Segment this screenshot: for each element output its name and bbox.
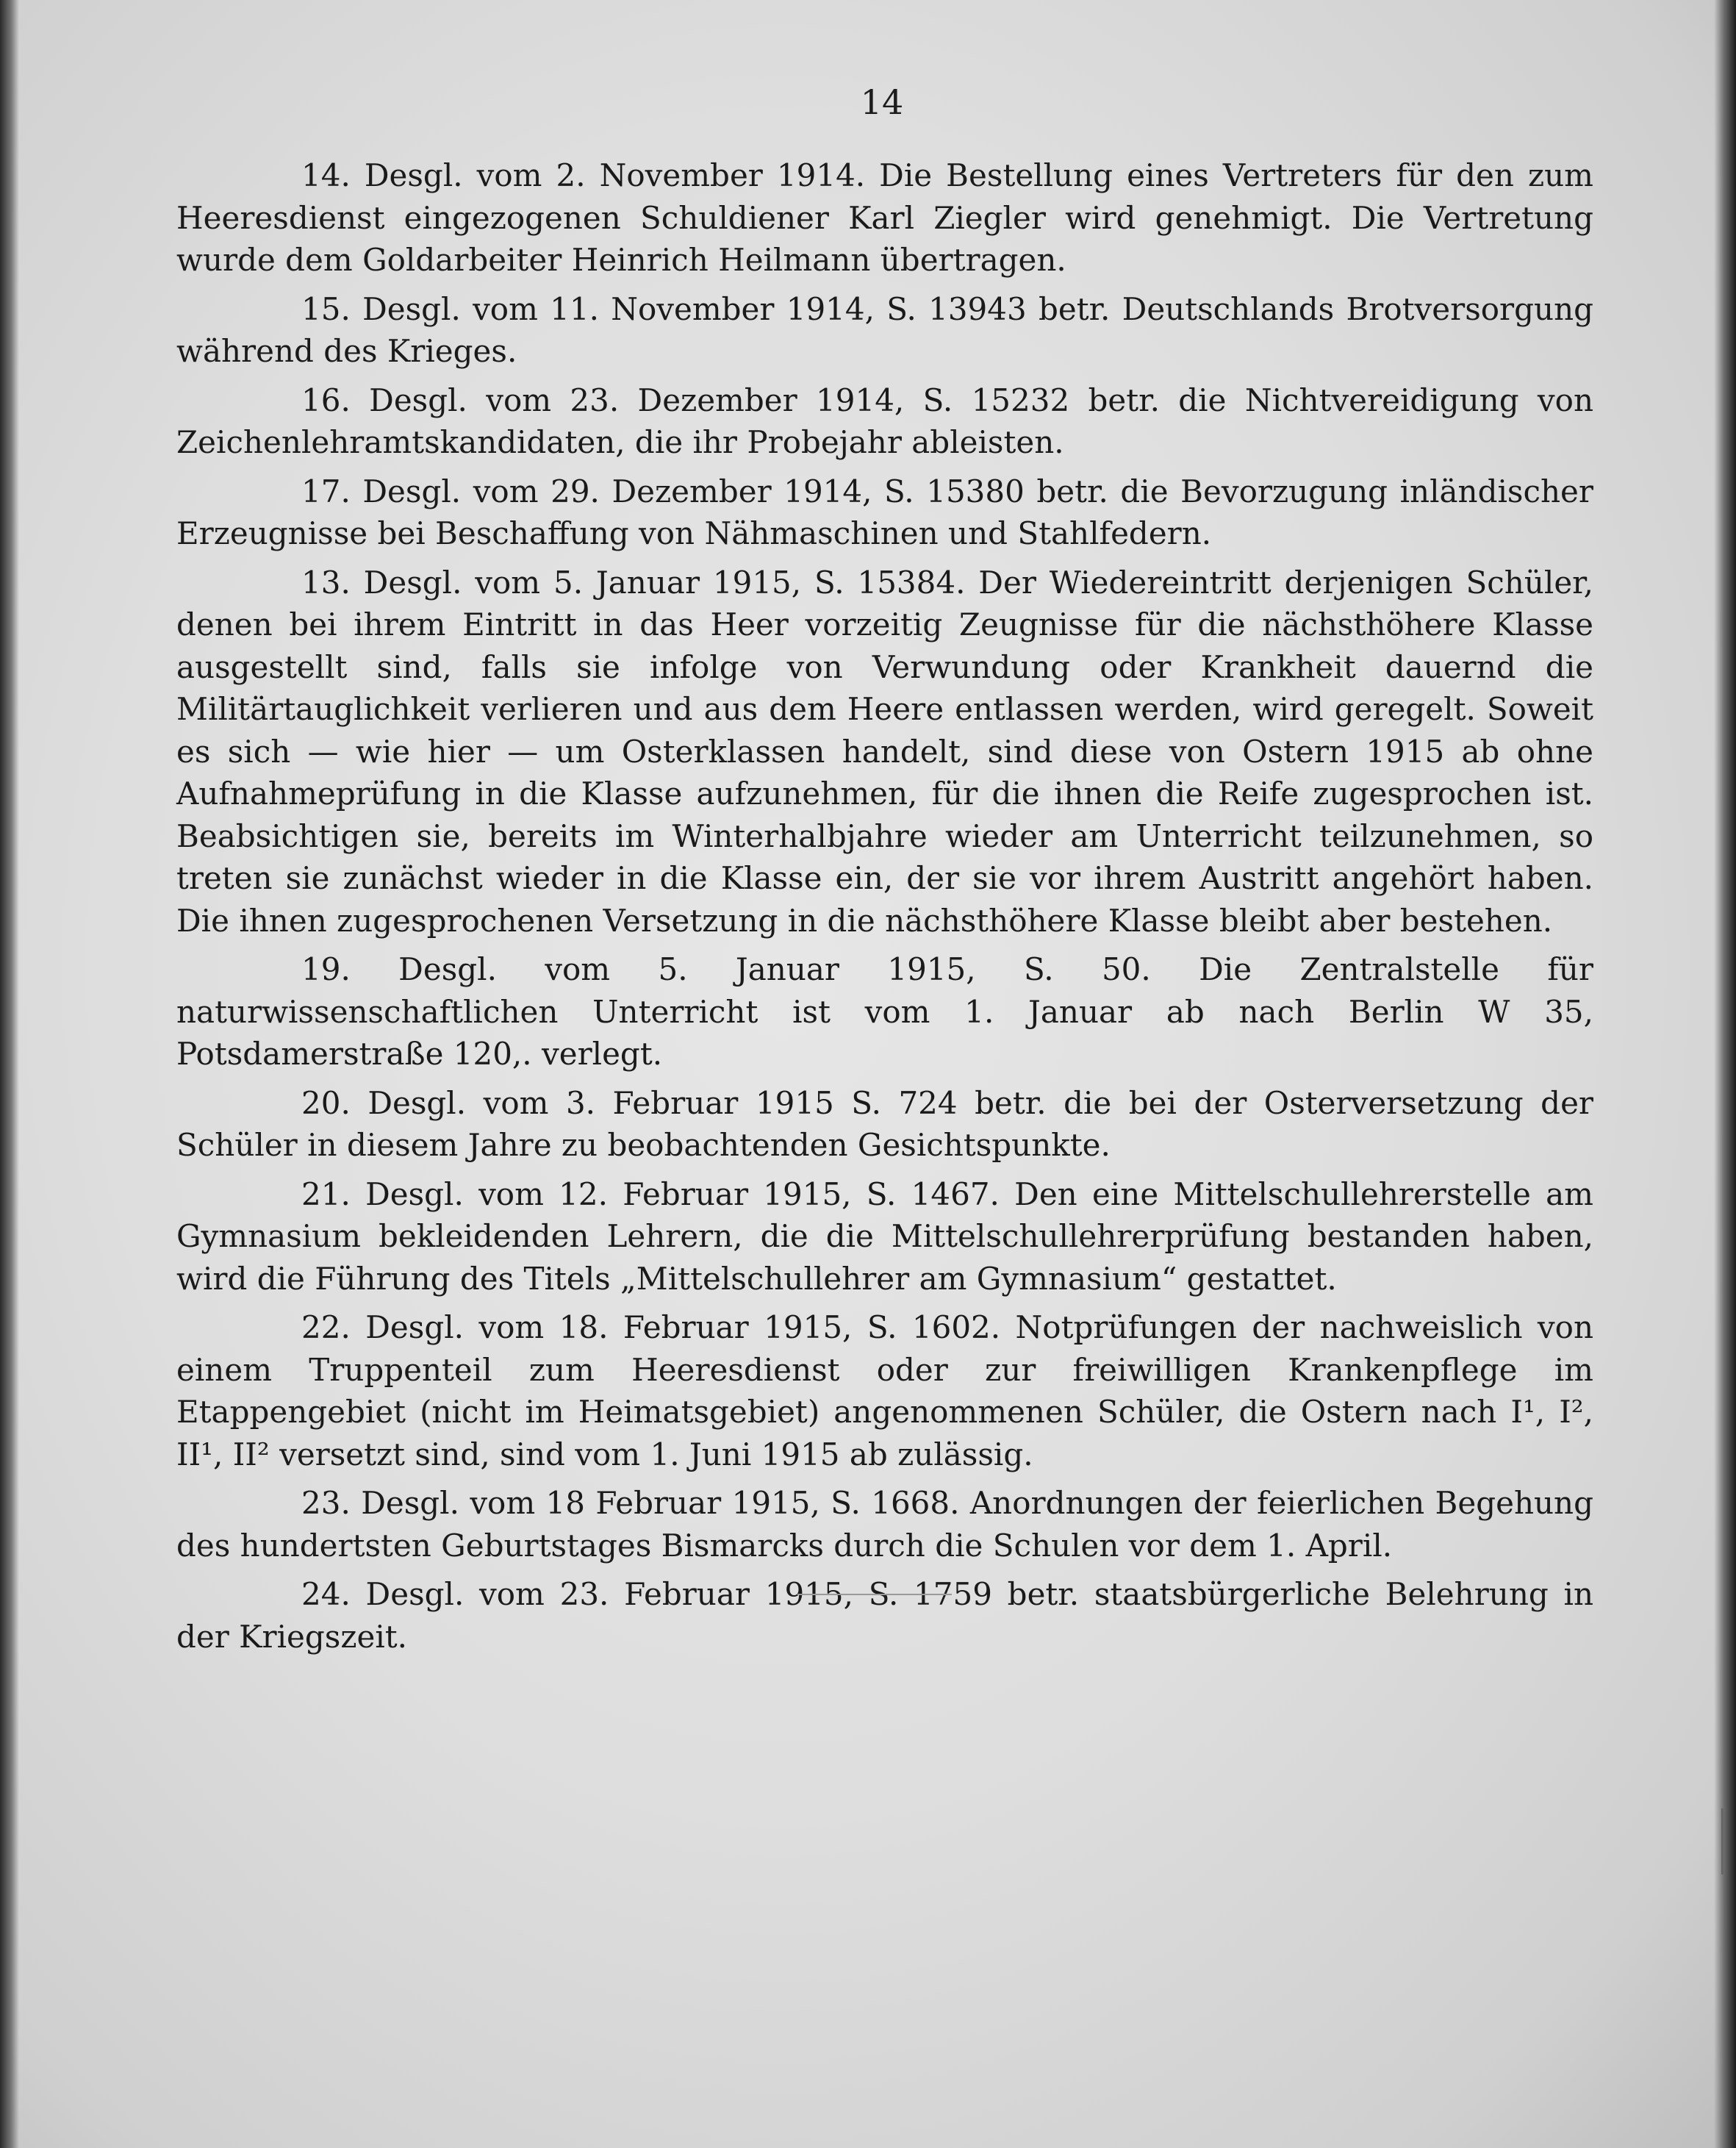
list-item: [176, 1173, 1593, 1300]
entry-number: 15.: [301, 290, 351, 327]
list-item: [176, 1082, 1593, 1167]
entry-number: 21.: [301, 1175, 351, 1212]
entry-number: 13.: [301, 564, 351, 601]
list-item: [176, 288, 1593, 373]
entry-text: Desgl. vom 29. Dezember 1914, S. 15380 betr. die Bevorzugung inländischer Erzeugnisse bei Beschaffung von Nähmaschinen und Stahlfedern.: [176, 473, 1593, 551]
list-item: [176, 1482, 1593, 1567]
list-item: [176, 379, 1593, 464]
list-item: [176, 948, 1593, 1075]
list-item: [176, 470, 1593, 555]
list-item: [176, 1573, 1593, 1658]
entry-text: Desgl. vom 5. Januar 1915, S. 15384. Der Wiedereintritt derjenigen Schüler, denen bei ihrem Eintritt in das Heer vorzeitig Zeugnisse für die nächsthöhere Klasse ausgestellt sind, falls sie infolge von Verwundung oder Krankheit dauernd die Militärtauglichkeit verlieren und aus dem Heere entlassen werden, wird geregelt. Soweit es sich — wie hier — um Osterklassen handelt, sind diese von Ostern 1915 ab ohne Aufnahmeprüfung in die Klasse aufzunehmen, für die ihnen die Reife zugesprochen ist. Beabsichtigen sie, bereits im Winterhalbjahre wieder am Unterricht teilzunehmen, so treten sie zunächst wieder in die Klasse ein, der sie vor ihrem Austritt angehört haben. Die ihnen zugesprochenen Versetzung in die nächsthöhere Klasse bleibt aber bestehen.: [176, 564, 1593, 939]
entry-text: Desgl. vom 2. November 1914. Die Bestellung eines Vertreters für den zum Heeresdienst eingezogenen Schuldiener Karl Ziegler wird genehmigt. Die Vertretung wurde dem Goldarbeiter Heinrich Heilmann übertragen.: [176, 157, 1594, 278]
page-number: 14: [860, 82, 904, 122]
entry-number: 17.: [301, 473, 351, 509]
section-divider: [797, 1594, 952, 1595]
entry-number: 20.: [301, 1084, 351, 1121]
list-item: [176, 562, 1593, 942]
decree-list: [176, 154, 1593, 1664]
entry-text: Desgl. vom 3. Februar 1915 S. 724 betr. die bei der Osterversetzung der Schüler in diesem Jahre zu beobachtenden Gesichtspunkte.: [176, 1084, 1594, 1163]
entry-text: Desgl. vom 23. Dezember 1914, S. 15232 betr. die Nichtvereidigung von Zeichenlehramtskandidaten, die ihr Probejahr ableisten.: [176, 382, 1593, 460]
entry-number: 19.: [301, 951, 351, 987]
entry-number: 16.: [301, 382, 351, 418]
entry-text: Desgl. vom 18. Februar 1915, S. 1602. Notprüfungen der nachweislich von einem Truppenteil zum Heeresdienst oder zur freiwilligen Krankenpflege im Etappengebiet (nicht im Heimatsgebiet) angenommenen Schüler, die Ostern nach I¹, I², II¹, II² versetzt sind, sind vom 1. Juni 1915 ab zulässig.: [176, 1309, 1593, 1472]
list-item: [176, 1306, 1593, 1475]
entry-text: Desgl. vom 23. Februar 1915, S. 1759 betr. staatsbürgerliche Belehrung in der Kriegszeit.: [176, 1576, 1593, 1655]
entry-text: Desgl. vom 5. Januar 1915, S. 50. Die Zentralstelle für naturwissenschaftlichen Unterricht ist vom 1. Januar ab nach Berlin W 35, Potsdamerstraße 120,. verlegt.: [176, 951, 1593, 1072]
entry-number: 23.: [301, 1485, 351, 1521]
entry-number: 22.: [301, 1309, 351, 1345]
entry-text: Desgl. vom 12. Februar 1915, S. 1467. Den eine Mittelschullehrerstelle am Gymnasium bekleidenden Lehrern, die die Mittelschullehrerprüfung bestanden haben, wird die Führung des Titels „Mittelschullehrer am Gymnasium“ gestattet.: [176, 1175, 1594, 1297]
entry-number: 24.: [301, 1576, 351, 1612]
entry-number: 14.: [301, 157, 351, 193]
list-item: [176, 154, 1593, 282]
binding-edge-mark: [1721, 1808, 1726, 1875]
entry-text: Desgl. vom 11. November 1914, S. 13943 betr. Deutschlands Brotversorgung während des Krieges.: [176, 290, 1593, 369]
entry-text: Desgl. vom 18 Februar 1915, S. 1668. Anordnungen der feierlichen Begehung des hundertsten Geburtstages Bismarcks durch die Schulen vor dem 1. April.: [176, 1485, 1593, 1564]
